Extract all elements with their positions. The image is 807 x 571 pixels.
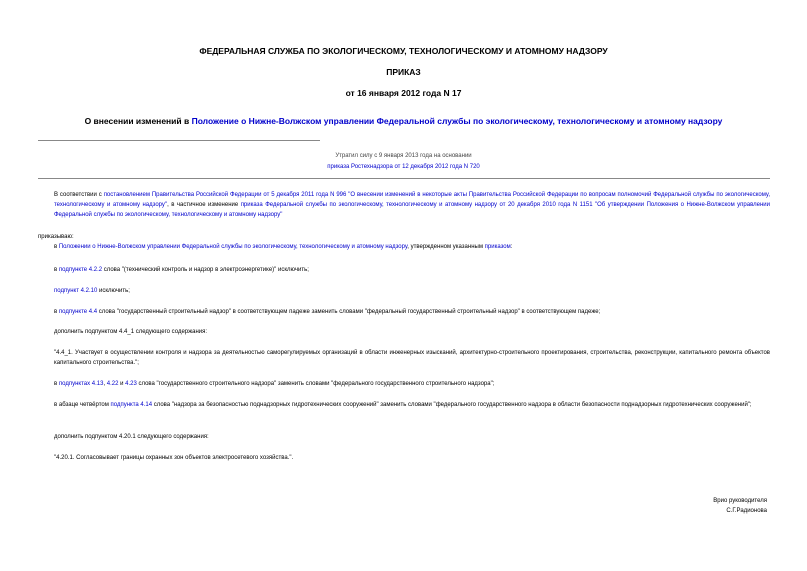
item3-link[interactable]: подпункт 4.2.10	[54, 288, 98, 294]
status-note-line2	[0, 164, 807, 170]
item7-text-2: ,	[103, 381, 107, 387]
preamble-text-2: , в частичное изменение	[167, 202, 241, 208]
item4-link[interactable]: подпункте 4.4	[58, 309, 98, 315]
item2-text-2: слова "(технический контроль и надзор в электроэнергетике)" исключить;	[102, 267, 309, 273]
order-item-5: дополнить подпунктом 4.4_1 следующего содержания:	[54, 329, 208, 335]
doc-type-heading: ПРИКАЗ	[386, 67, 421, 77]
doc-title	[0, 116, 807, 126]
order-intro: приказываю:	[38, 234, 74, 240]
agency-heading: ФЕДЕРАЛЬНАЯ СЛУЖБА ПО ЭКОЛОГИЧЕСКОМУ, ТЕХНОЛОГИЧЕСКОМУ И АТОМНОМУ НАДЗОРУ	[199, 46, 608, 56]
order-item-9: дополнить подпунктом 4.20.1 следующего содержания:	[54, 434, 209, 440]
preamble-link-decree[interactable]: постановлением Правительства Российской Федерации от 5 декабря 2011 года N 996 "О внесении изменений в некоторые акты Правительства Российской Федерации по вопросам полномочий Федеральной службы по экологическому, технологическому и атомному надзору"	[54, 192, 771, 208]
item8-text-2: слова "надзора за безопасностью поднадзорных гидротехнических сооружений" заменить словами "федерального государственного надзора в области безопасности поднадзорных гидротехнических сооружений";	[152, 402, 752, 408]
signature-position: Врио руководителя	[713, 498, 767, 504]
item8-text-1: в абзаце четвёртом	[54, 402, 111, 408]
doc-title-prefix: О внесении изменений в	[84, 116, 192, 126]
item7-link-423[interactable]: 4.23	[125, 381, 137, 387]
item4-text-1: в	[54, 309, 59, 315]
item3-text: исключить;	[97, 288, 130, 294]
order-item-4	[54, 307, 770, 317]
item2-link[interactable]: подпункте 4.2.2	[58, 267, 103, 273]
status-note-text: Утратил силу с 9 января 2013 года на основании	[335, 153, 472, 159]
order-item-2	[54, 265, 770, 275]
item7-text-1: в	[54, 381, 59, 387]
divider-short	[38, 140, 320, 141]
order-item-1	[54, 242, 770, 252]
item1-text-1: в	[54, 244, 59, 250]
divider-long	[38, 178, 770, 179]
status-note-link[interactable]: приказа Ростехнадзора от 12 декабря 2012 года N 720	[327, 164, 480, 170]
item1-text-2: , утвержденном указанным	[407, 244, 485, 250]
item7-text-3: и	[118, 381, 126, 387]
signature-name: С.Г.Радионова	[726, 508, 767, 514]
preamble-link-order[interactable]: приказа Федеральной службы по экологическому, технологическому и атомному надзору от 20 декабря 2010 года N 1151 "Об утверждении Положения о Нижне-Волжском управлении Федеральной службы по экологическому, технологическому и атомному надзору"	[54, 202, 770, 218]
doc-date: от 16 января 2012 года N 17	[345, 88, 462, 98]
order-item-8	[54, 400, 770, 410]
item2-text-1: в	[54, 267, 59, 273]
preamble-paragraph	[54, 190, 770, 220]
order-item-10: "4.20.1. Согласовывает границы охранных зон объектов электросетевого хозяйства.".	[54, 455, 294, 461]
item1-link-order[interactable]: приказом	[484, 244, 511, 250]
item8-link[interactable]: подпункта 4.14	[110, 402, 153, 408]
item7-link-422[interactable]: 4.22	[106, 381, 119, 387]
item1-link-regulation[interactable]: Положении о Нижне-Волжском управлении Федеральной службы по экологическому, технологическому и атомному надзору	[58, 244, 408, 250]
order-item-3	[54, 286, 770, 296]
item1-text-3: :	[510, 244, 513, 250]
item7-text-4: слова "государственного строительного надзора" заменить словами "федерального государственного строительного надзора";	[136, 381, 495, 387]
signature-block	[713, 496, 767, 516]
item4-text-2: слова "государственный строительный надзор" в соответствующем падеже заменить словами "федеральный государственный строительный надзор" в соответствующем падеже;	[97, 309, 601, 315]
order-item-6: "4.4_1. Участвует в осуществлении контроля и надзора за деятельностью саморегулируемых организаций в области инженерных изысканий, архитектурно-строительного проектирования, строительства, реконструкции, капитального ремонта объектов капитального строительства.";	[54, 350, 770, 366]
order-item-7	[54, 379, 770, 389]
item7-link-413[interactable]: подпунктах 4.13	[58, 381, 104, 387]
doc-title-link[interactable]: Положение о Нижне-Волжском управлении Федеральной службы по экологическому, технологическому и атомному надзору	[191, 116, 723, 126]
preamble-text-1: В соответствии с	[54, 192, 104, 198]
